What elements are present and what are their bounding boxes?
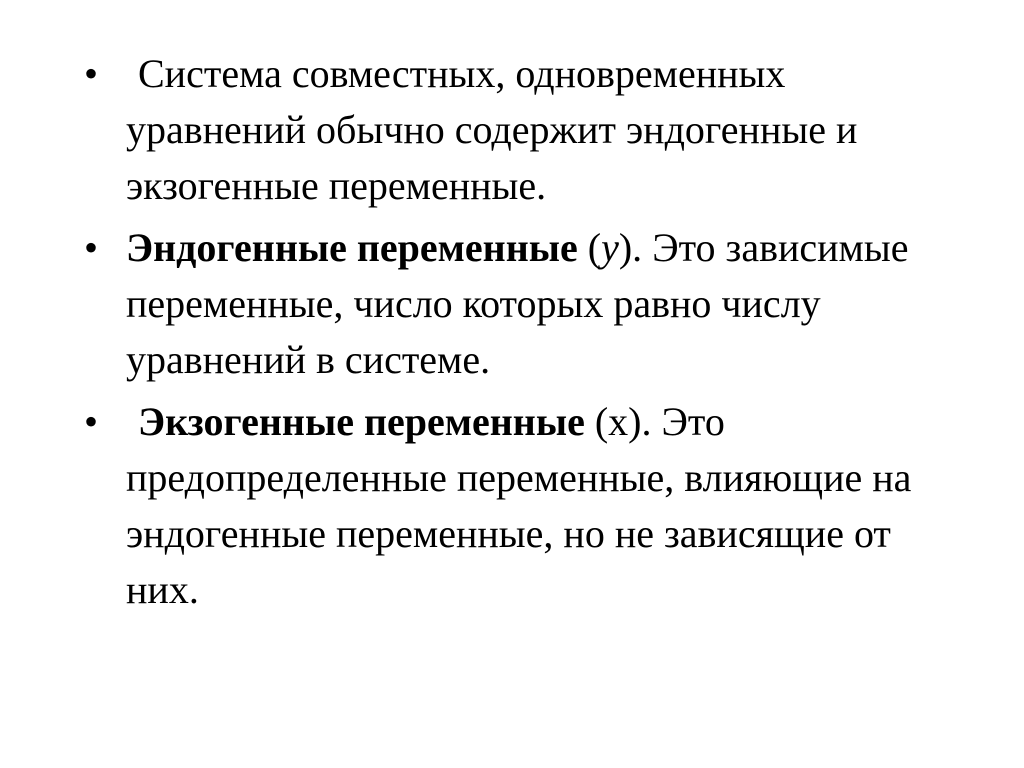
symbol-open: ( bbox=[577, 225, 602, 270]
bullet-item-exogenous bbox=[84, 394, 964, 618]
bullet-text: Система совместных, одновременных уравнений обычно содержит эндогенные и экзогенные переменные. bbox=[126, 51, 858, 208]
symbol-open: ( bbox=[584, 399, 609, 444]
bullet-item-endogenous bbox=[84, 220, 964, 388]
bullet-list bbox=[84, 46, 964, 624]
bullet-text: Это зависимые переменные, число которых равно числу уравнений в системе. bbox=[126, 225, 909, 382]
symbol-close: ). bbox=[618, 225, 643, 270]
bullet-dot-icon: • bbox=[84, 51, 99, 96]
bullet-text: Это предопределенные переменные, влияющие на эндогенные переменные, но не зависящие от них. bbox=[126, 399, 912, 612]
bullet-dot-icon: • bbox=[84, 399, 99, 444]
symbol-x: x bbox=[608, 399, 629, 444]
bullet-item-system bbox=[84, 46, 964, 214]
symbol-close: ). bbox=[628, 399, 652, 444]
bullet-dot-icon: • bbox=[84, 225, 99, 270]
term-endogenous: Эндогенные переменные bbox=[126, 225, 578, 270]
term-exogenous: Экзогенные переменные bbox=[138, 399, 585, 444]
symbol-y: y bbox=[601, 225, 619, 270]
